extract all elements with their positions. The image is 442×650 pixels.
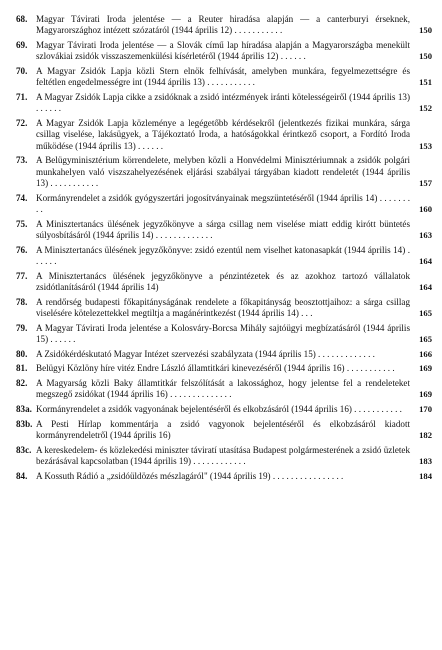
entry-number: 79. bbox=[16, 322, 28, 333]
toc-entry-76 bbox=[16, 245, 432, 268]
page-number: 152 bbox=[419, 103, 432, 114]
page-number: 163 bbox=[419, 229, 432, 240]
toc-entry-68 bbox=[16, 14, 432, 37]
toc-entry-81 bbox=[16, 363, 432, 374]
entry-title: Magyar Távirati Iroda jelentése — a Reuter hiradása alapján — a canterburyi érseknek, Magyarországhoz intézett szózatáról (1944 április 12) . . . . . . . . . . . bbox=[36, 14, 410, 36]
entry-title: Kormányrendelet a zsidók vagyonának bejelentéséről és elkobzásáról (1944 április 16) . . . . . . . . . . . bbox=[36, 404, 402, 414]
table-of-contents bbox=[16, 14, 432, 486]
entry-number: 71. bbox=[16, 92, 28, 102]
entry-number: 82. bbox=[16, 378, 28, 388]
toc-entry-72 bbox=[16, 118, 432, 152]
entry-title: A Minisztertanács ülésének jegyzőkönyve a pénzintézetek és az azokhoz tartozó vállalatok zsidótlanításáról (1944 április 14) bbox=[36, 270, 410, 292]
entry-number: 83b. bbox=[16, 418, 33, 429]
entry-number: 78. bbox=[16, 296, 28, 307]
toc-entry-74 bbox=[16, 193, 432, 216]
entry-title: A Minisztertanács ülésének jegyzőkönyve a sárga csillag nem viselése miatt eddig kirótt büntetés súlyosbításáról (1944 április 14) . . . . . . . . . . . . . bbox=[36, 218, 410, 240]
page-number: 164 bbox=[419, 281, 432, 292]
page-number: 150 bbox=[419, 25, 432, 36]
toc-entry-82 bbox=[16, 378, 432, 401]
entry-title: A rendőrség budapesti főkapitányságának rendelete a főkapitányság beosztottjaihoz: a sárga csillag viselésére kötelezettekkel megtiltja a magánérintkezést (1944 április 14) . . . bbox=[36, 296, 410, 318]
entry-number: 76. bbox=[16, 244, 28, 255]
toc-entry-83c bbox=[16, 445, 432, 468]
page-number: 150 bbox=[419, 51, 432, 62]
toc-entry-70 bbox=[16, 66, 432, 89]
toc-entry-77 bbox=[16, 271, 432, 294]
entry-number: 83c. bbox=[16, 444, 32, 455]
entry-number: 77. bbox=[16, 270, 28, 281]
page-number: 165 bbox=[419, 333, 432, 344]
page-number: 164 bbox=[419, 255, 432, 266]
toc-entry-83a bbox=[16, 404, 432, 415]
page-number: 183 bbox=[419, 456, 432, 466]
entry-number: 69. bbox=[16, 40, 28, 50]
toc-entry-78 bbox=[16, 297, 432, 320]
entry-number: 73. bbox=[16, 155, 28, 166]
entry-title: Magyar Távirati Iroda jelentése — a Slovák című lap híradása alapján a Magyarországba menekült szlovákiai zsidók visszaszemenkülési kísérletéről (1944 április 12) . . . . . . bbox=[36, 40, 410, 62]
page-number: 169 bbox=[419, 389, 432, 400]
toc-entry-83b bbox=[16, 419, 432, 442]
entry-number: 80. bbox=[16, 348, 28, 359]
entry-number: 83a. bbox=[16, 404, 32, 414]
entry-number: 84. bbox=[16, 470, 28, 481]
entry-title: A Minisztertanács ülésének jegyzőkönyve: zsidó ezentúl nem viselhet katonasapkát (1944 április 14) . . . . . . bbox=[36, 244, 410, 266]
entry-title: A Kossuth Rádió a „zsidóüldözés mészlagáról" (1944 április 19) . . . . . . . . . . . . . . . . bbox=[36, 470, 344, 481]
entry-number: 74. bbox=[16, 192, 28, 203]
toc-entry-69 bbox=[16, 40, 432, 63]
entry-title: Belügyi Közlöny híre vitéz Endre László államtitkári kinevezéséről (1944 április 16) . . . . . . . . . . . bbox=[36, 363, 395, 374]
entry-title: A Magyarság közli Baky államtitkár felszólítását a lakossághoz, hogy jelentse fel a rendeleteket megszegő zsidókat (1944 április 16) . . . . . . . . . . . . . . bbox=[36, 378, 410, 400]
page-number: 153 bbox=[419, 140, 432, 151]
entry-number: 81. bbox=[16, 363, 28, 374]
entry-title: A Zsidókérdéskutató Magyar Intézet szervezési szabályzata (1944 április 15) . . . . . . . . . . . . . bbox=[36, 348, 375, 359]
toc-entry-73 bbox=[16, 155, 432, 189]
entry-number: 75. bbox=[16, 218, 28, 229]
toc-entry-75 bbox=[16, 219, 432, 242]
page-number: 184 bbox=[419, 470, 432, 481]
entry-title: A Belügyminisztérium körrendelete, melyben közli a Honvédelmi Minisztériumnak a zsidók polgári munkahelyen való viszszahelyezésének eljárási szabályai tárgyában kiadott rendeletét (1944 április 13) . . . . . . . . . . . bbox=[36, 155, 410, 188]
page-number: 165 bbox=[419, 307, 432, 318]
page-number: 169 bbox=[419, 363, 432, 374]
entry-title: A Pesti Hírlap kommentárja a zsidó vagyonok bejelentéséről és elkobzásáról kiadott kormányrendeletről (1944 április 16) bbox=[36, 418, 410, 440]
page-number: 160 bbox=[419, 203, 432, 214]
entry-title: A Magyar Zsidók Lapja közli Stern elnök felhívását, amelyben munkára, fegyelmezettségre és feltétlen engedelmességre int (1944 április 13) . . . . . . . . . . . bbox=[36, 66, 410, 88]
entry-title: A Magyar Zsidók Lapja közleménye a legégetőbb kérdésekről (jelentkezés fizikai munkára, sárga csillag viselése, lakásügyek, a Tájékoztató Iroda, a hatóságokkal érintkező csoport, a Fordító Iroda működése (1944 április 13) . . . . . . bbox=[36, 118, 410, 151]
page-number: 157 bbox=[419, 177, 432, 188]
entry-title: A Magyar Távirati Iroda jelentése a Kolosváry-Borcsa Mihály sajtóügyi megbízatásáról (1944 április 15) . . . . . . bbox=[36, 322, 410, 344]
entry-number: 68. bbox=[16, 14, 28, 24]
page-number: 182 bbox=[419, 430, 432, 440]
page-number: 170 bbox=[419, 404, 432, 414]
entry-title: A kereskedelem- és közlekedési miniszter táviratí utasítása Budapest polgármesterének a zsidó üzletek bezárásával kapcsolatban (1944 április 19) . . . . . . . . . . . . bbox=[36, 444, 410, 466]
toc-entry-84 bbox=[16, 471, 432, 482]
entry-title: A Magyar Zsidók Lapja cikke a zsidóknak a zsidó intézmények iránti kötelességeiről (1944 április 13) . . . . . . bbox=[36, 92, 410, 114]
toc-entry-80 bbox=[16, 349, 432, 360]
entry-number: 72. bbox=[16, 118, 28, 128]
toc-entry-79 bbox=[16, 323, 432, 346]
page-number: 166 bbox=[419, 348, 432, 359]
page-number: 151 bbox=[419, 77, 432, 88]
entry-number: 70. bbox=[16, 66, 28, 76]
toc-entry-71 bbox=[16, 92, 432, 115]
entry-title: Kormányrendelet a zsidók gyógyszertári jogosítványainak megszüntetéséről (1944 április 14) . . . . . . . . . bbox=[36, 192, 410, 214]
